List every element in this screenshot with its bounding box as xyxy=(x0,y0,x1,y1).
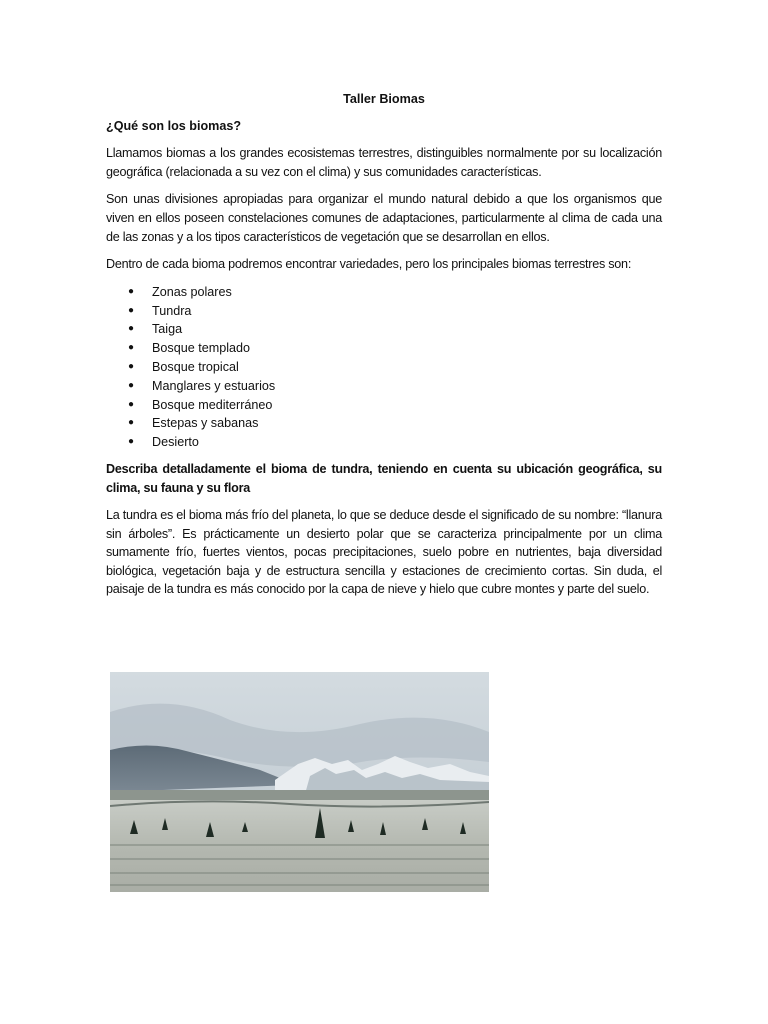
task-prompt: Describa detalladamente el bioma de tundra, teniendo en cuenta su ubicación geográfica, su clima, su fauna y su flora xyxy=(106,461,662,495)
biome-label: Taiga xyxy=(152,322,183,337)
bullet-icon: ● xyxy=(128,342,135,354)
list-item xyxy=(106,339,662,358)
paragraph-divisions: Son unas divisiones apropiadas para organizar el mundo natural debido a que los organismos que viven en ellos poseen constelaciones comunes de adaptaciones, particularmente al clima de cada una de las zonas y a los tipos característicos de vegetación que se desarrollan en ellos. xyxy=(106,192,662,244)
bullet-icon: ● xyxy=(128,417,135,429)
list-item xyxy=(106,358,662,377)
document-body xyxy=(106,90,662,608)
bullet-icon: ● xyxy=(128,285,135,297)
biome-label: Bosque templado xyxy=(152,341,251,356)
list-item xyxy=(106,302,662,321)
bullet-icon: ● xyxy=(128,323,135,335)
biome-list xyxy=(106,283,662,452)
bullet-icon: ● xyxy=(128,304,135,316)
list-item xyxy=(106,377,662,396)
list-item xyxy=(106,396,662,415)
list-item xyxy=(106,433,662,452)
biome-label: Desierto xyxy=(152,435,199,450)
list-item xyxy=(106,414,662,433)
bullet-icon: ● xyxy=(128,379,135,391)
list-item xyxy=(106,320,662,339)
document-title: Taller Biomas xyxy=(343,92,425,106)
biome-label: Zonas polares xyxy=(152,284,232,299)
bullet-icon: ● xyxy=(128,398,135,410)
paragraph-intro-list: Dentro de cada bioma podremos encontrar variedades, pero los principales biomas terrestres son: xyxy=(106,257,632,272)
answer-paragraph: La tundra es el bioma más frío del planeta, lo que se deduce desde el significado de su nombre: “llanura sin árboles”. Es prácticamente un desierto polar que se caracteriza principalmente por un clima sumamente frío, fuertes vientos, pocas precipitaciones, suelo pobre en nutrientes, baja diversidad biológica, vegetación baja y de estructura sencilla y estaciones de crecimiento cortas. Sin duda, el paisaje de la tundra es más conocido por la capa de nieve y hielo que cubre montes y parte del suelo. xyxy=(106,508,662,597)
bullet-icon: ● xyxy=(128,436,135,448)
tundra-landscape-photo xyxy=(110,672,489,892)
biome-label: Bosque mediterráneo xyxy=(152,397,273,412)
biome-label: Tundra xyxy=(152,303,192,318)
bullet-icon: ● xyxy=(128,360,135,372)
biome-label: Manglares y estuarios xyxy=(152,378,276,393)
biome-label: Bosque tropical xyxy=(152,359,239,374)
paragraph-definition: Llamamos biomas a los grandes ecosistemas terrestres, distinguibles normalmente por su localización geográfica (relacionada a su vez con el clima) y sus comunidades características. xyxy=(106,146,662,179)
list-item xyxy=(106,283,662,302)
question-heading: ¿Qué son los biomas? xyxy=(106,118,242,133)
biome-label: Estepas y sabanas xyxy=(152,416,259,431)
